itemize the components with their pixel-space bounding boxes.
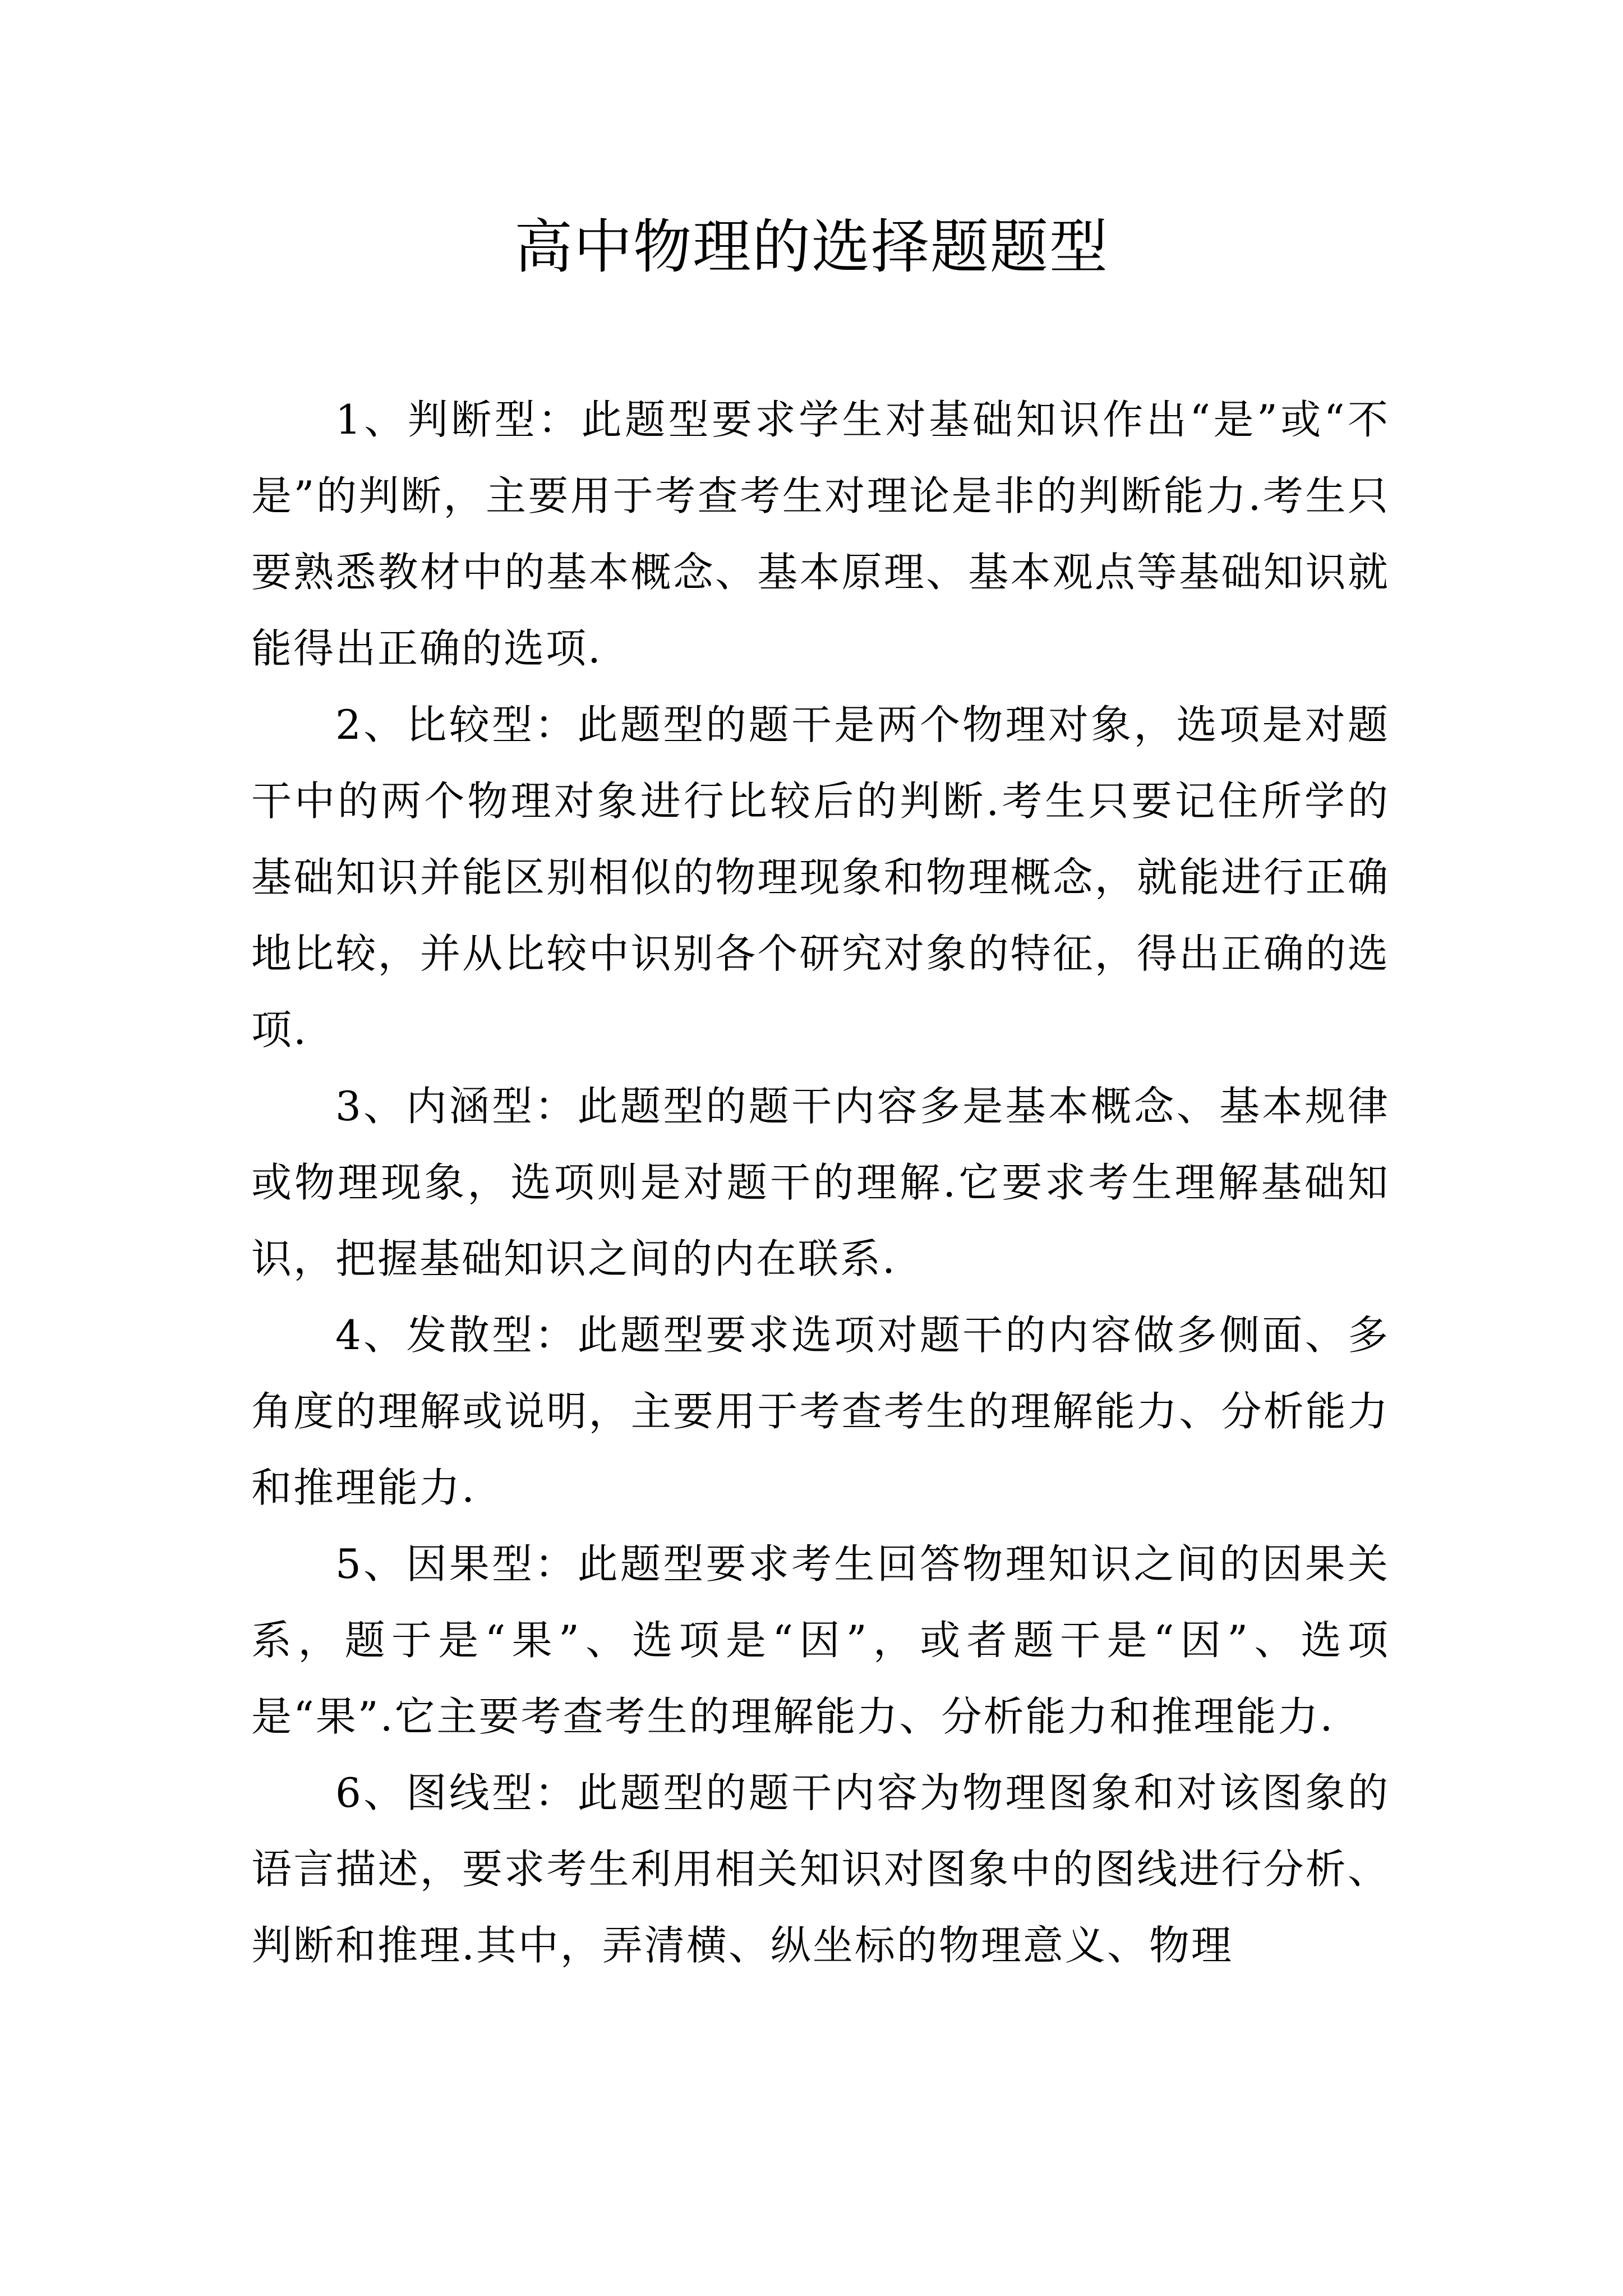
paragraph-judgment-type: 1、判断型：此题型要求学生对基础知识作出“是”或“不是”的判断，主要用于考查考生对理论是非的判断能力.考生只要熟悉教材中的基本概念、基本原理、基本观点等基础知识就能得出正确的选项. [251,396,1390,672]
paragraph-connotation-type: 3、内涵型：此题型的题干内容多是基本概念、基本规律或物理现象，选项则是对题干的理解.它要求考生理解基础知识，把握基础知识之间的内在联系. [251,1083,1390,1282]
paragraph-divergent-type: 4、发散型：此题型要求选项对题干的内容做多侧面、多角度的理解或说明，主要用于考查考生的理解能力、分析能力和推理能力. [251,1312,1390,1511]
paragraph-cause-effect-type: 5、因果型：此题型要求考生回答物理知识之间的因果关系，题于是“果”、选项是“因”，或者题干是“因”、选项是“果”.它主要考查考生的理解能力、分析能力和推理能力. [251,1540,1390,1740]
paragraph-comparison-type: 2、比较型：此题型的题干是两个物理对象，选项是对题干中的两个物理对象进行比较后的判断.考生只要记住所学的基础知识并能区别相似的物理现象和物理概念，就能进行正确地比较，并从比较中识别各个研究对象的特征，得出正确的选项. [251,701,1390,1053]
document-body [251,381,1390,1984]
document-title: 高中物理的选择题题型 [514,213,1109,281]
paragraph-graph-type: 6、图线型：此题型的题干内容为物理图象和对该图象的语言描述，要求考生利用相关知识对图象中的图线进行分析、判断和推理.其中，弄清横、纵坐标的物理意义、物理 [251,1769,1390,1969]
